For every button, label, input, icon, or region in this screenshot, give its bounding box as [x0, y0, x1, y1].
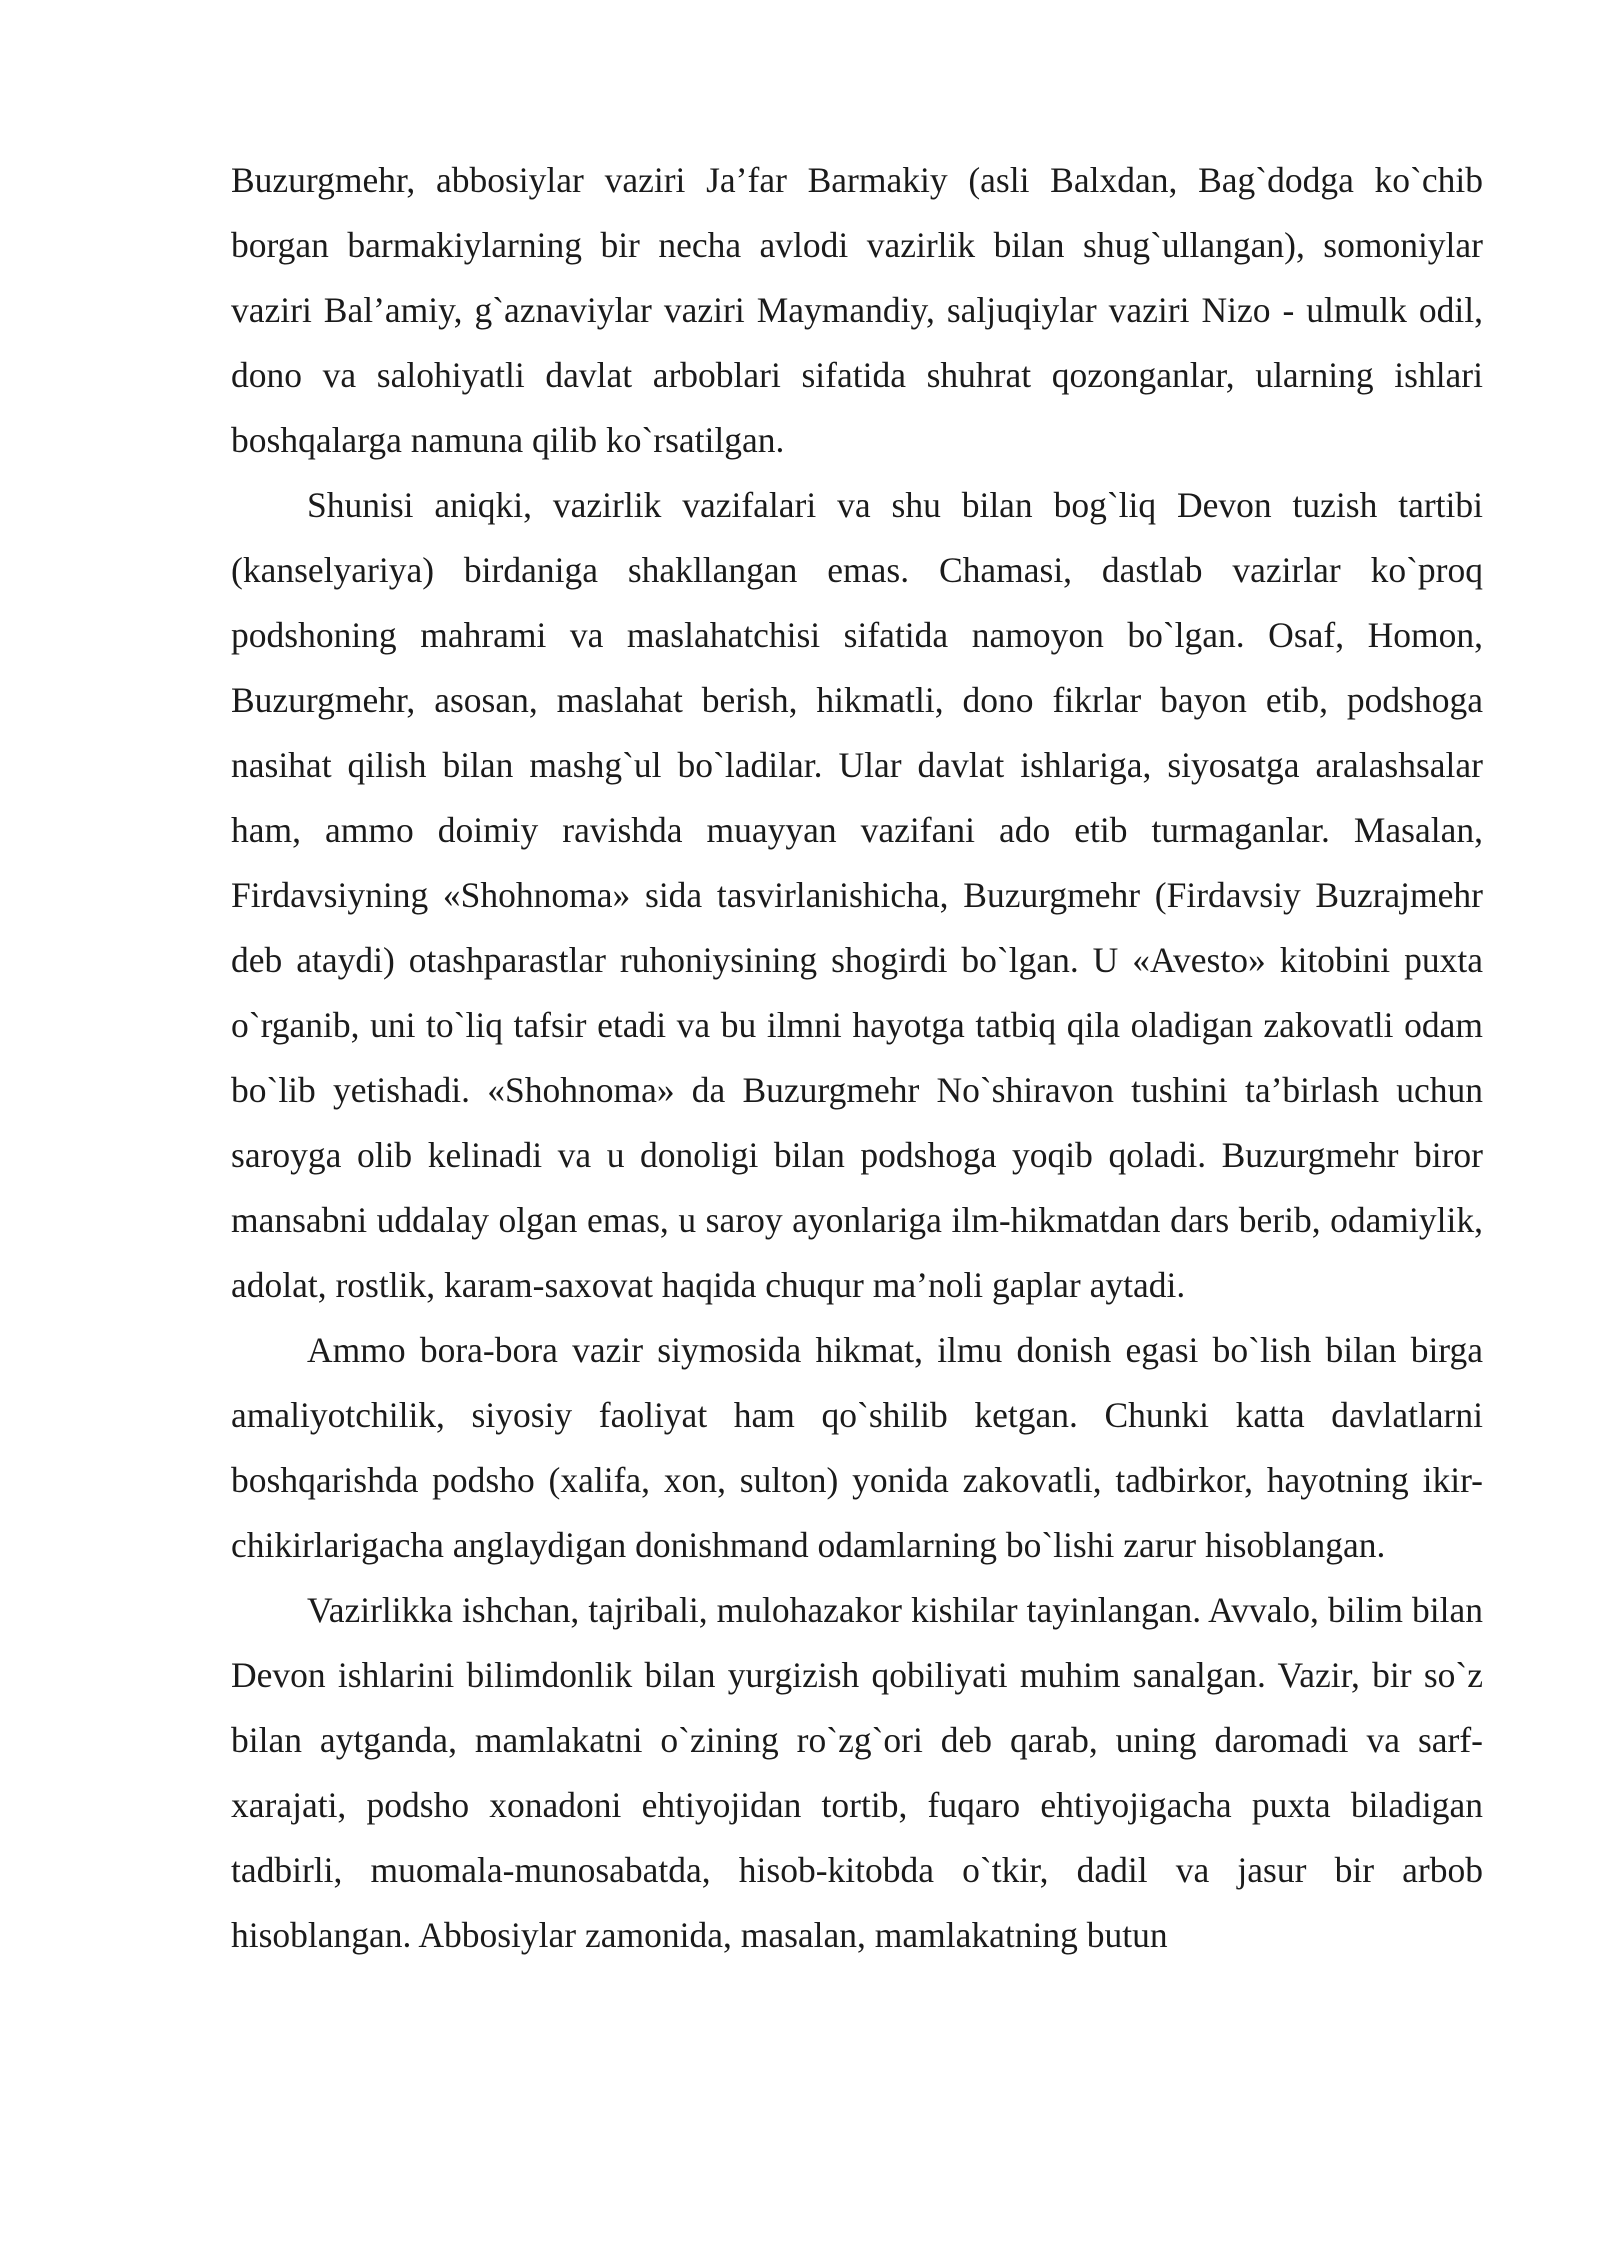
paragraph-2: Shunisi aniqki, vazirlik vazifalari va shu bilan bog`liq Devon tuzish tartibi (kanselyariya) birdaniga shakllangan emas. Chamasi, dastlab vazirlar ko`proq podshoning mahrami va maslahatchisi sifatida namoyon bo`lgan. Osaf, Homon, Buzurgmehr, asosan, maslahat berish, hikmatli, dono fikrlar bayon etib, podshoga nasihat qilish bilan mashg`ul bo`ladilar. Ular davlat ishlariga, siyosatga aralashsalar ham, ammo doimiy ravishda muayyan vazifani ado etib turmaganlar. Masalan, Firdavsiyning «Shohnoma» sida tasvirlanishicha, Buzurgmehr (Firdavsiy Buzrajmehr deb ataydi) otashparastlar ruhoniysining shogirdi bo`lgan. U «Avesto» kitobini puxta o`rganib, uni to`liq tafsir etadi va bu ilmni hayotga tatbiq qila oladigan zakovatli odam bo`lib yetishadi. «Shohnoma» da Buzurgmehr No`shiravon tushini ta’birlash uchun saroyga olib kelinadi va u donoligi bilan podshoga yoqib qoladi. Buzurgmehr biror mansabni uddalay olgan emas, u saroy ayonlariga ilm-hikmatdan dars berib, odamiylik, adolat, rostlik, karam-saxovat haqida chuqur ma’noli gaplar aytadi.: [231, 485, 1483, 1305]
paragraph-3: Ammo bora-bora vazir siymosida hikmat, ilmu donish egasi bo`lish bilan birga amaliyotchilik, siyosiy faoliyat ham qo`shilib ketgan. Chunki katta davlatlarni boshqarishda podsho (xalifa, xon, sulton) yonida zakovatli, tadbirkor, hayotning ikir-chikirlarigacha anglaydigan donishmand odamlarning bo`lishi zarur hisoblangan.: [231, 1330, 1483, 1565]
paragraph-4: Vazirlikka ishchan, tajribali, mulohazakor kishilar tayinlangan. Avvalo, bilim bilan Devon ishlarini bilimdonlik bilan yurgizish qobiliyati muhim sanalgan. Vazir, bir so`z bilan aytganda, mamlakatni o`zining ro`zg`ori deb qarab, uning daromadi va sarf-xarajati, podsho xonadoni ehtiyojidan tortib, fuqaro ehtiyojigacha puxta biladigan tadbirli, muomala-munosabatda, hisob-kitobda o`tkir, dadil va jasur bir arbob hisoblangan. Abbosiylar zamonida, masalan, mamlakatning butun: [231, 1590, 1483, 1955]
document-page: [231, 148, 1483, 1968]
paragraph-1: Buzurgmehr, abbosiylar vaziri Ja’far Barmakiy (asli Balxdan, Bag`dodga ko`chib borgan barmakiylarning bir necha avlodi vazirlik bilan shug`ullangan), somoniylar vaziri Bal’amiy, g`aznaviylar vaziri Maymandiy, saljuqiylar vaziri Nizo - ulmulk odil, dono va salohiyatli davlat arboblari sifatida shuhrat qozonganlar, ularning ishlari boshqalarga namuna qilib ko`rsatilgan.: [231, 160, 1483, 460]
